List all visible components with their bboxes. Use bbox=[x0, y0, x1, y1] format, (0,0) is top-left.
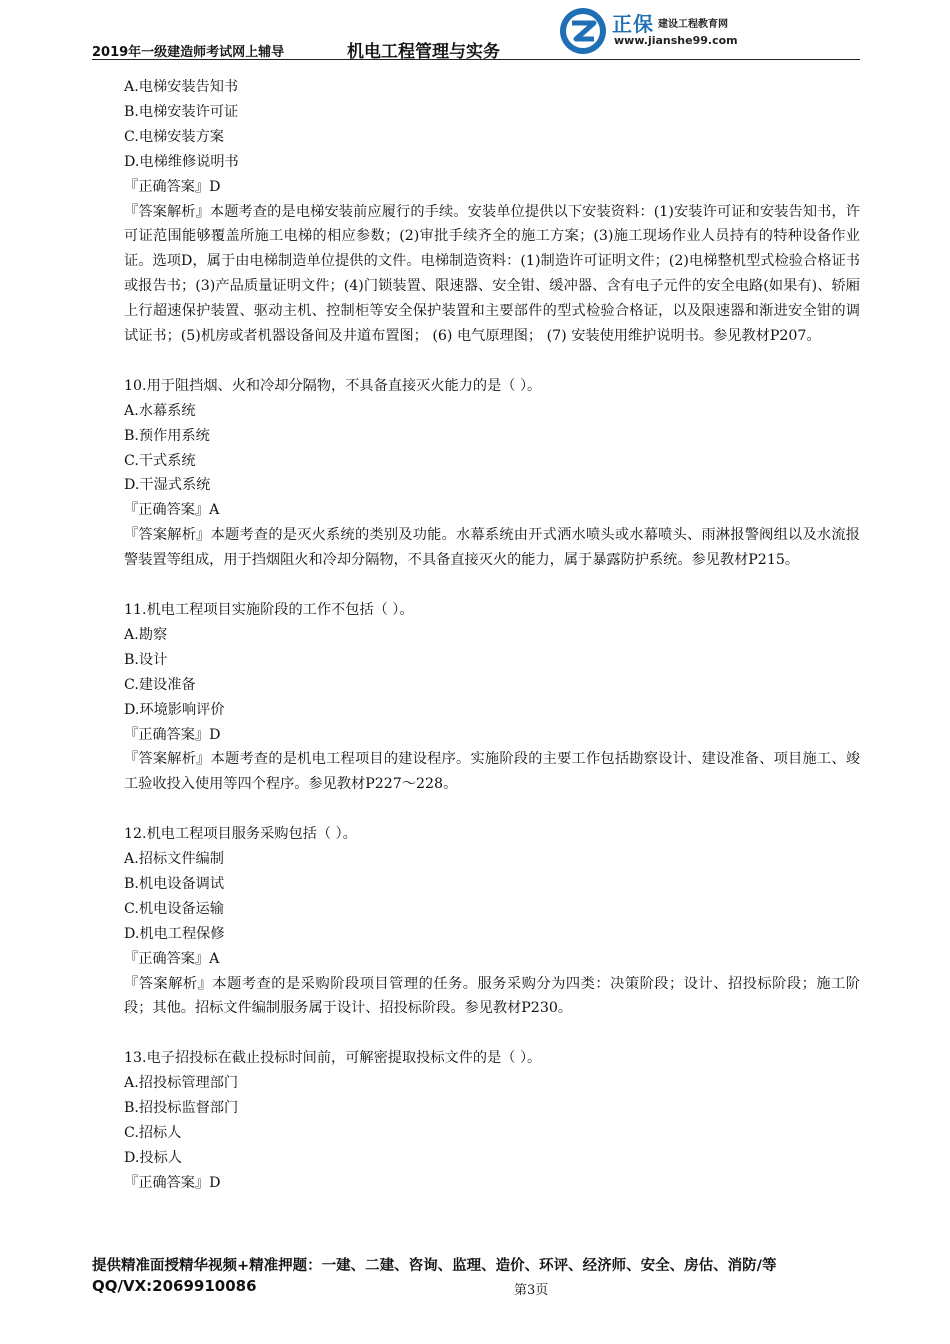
option-line: D.投标人 bbox=[124, 1149, 182, 1166]
answer-explanation: 『答案解析』本题考查的是电梯安装前应履行的手续。安装单位提供以下安装资料：(1)安装许可证和安装告知书，许可证范围能够覆盖所施工电梯的相应参数；(2)审批手续齐全的施工方案；(3)施工现场作业人员持有的特种设备作业证。选项D，属于由电梯制造单位提供的文件。电梯制造资料：(1)制造许可证明文件；(2)电梯整机型式检验合格证书或报告书；(3)产品质量证明文件；(4)门锁装置、限速器、安全钳、缓冲器、含有电子元件的安全电路(如果有)、轿厢上行超速保护装置、驱动主机、控制柜等安全保护装置和主要部件的型式检验合格证，以及限速器和渐进安全钳的调试证书；(5)机房或者机器设备间及井道布置图； (6) 电气原理图； (7) 安装使用维护说明书。参见教材P207。 bbox=[124, 203, 860, 345]
question-stem: 12.机电工程项目服务采购包括（ ）。 bbox=[124, 826, 357, 843]
option-line: A.勘察 bbox=[124, 626, 168, 643]
option-line: A.招标文件编制 bbox=[124, 851, 224, 868]
logo-icon bbox=[558, 6, 608, 56]
option-line: B.设计 bbox=[124, 651, 168, 668]
option-line: B.机电设备调试 bbox=[124, 875, 225, 892]
page-header bbox=[92, 10, 860, 62]
question-stem: 11.机电工程项目实施阶段的工作不包括（ ）。 bbox=[124, 602, 414, 618]
answer-explanation: 『答案解析』本题考查的是灭火系统的类别及功能。水幕系统由开式洒水喷头或水幕喷头、雨淋报警阀组以及水流报警装置等组成，用于挡烟阻火和冷却分隔物，不具备直接灭火的能力，属于暴露防护系统。参见教材P215。 bbox=[124, 527, 860, 569]
logo-brand-text: 正保 bbox=[612, 12, 654, 36]
logo-sub-text: 建设工程教育网 bbox=[658, 19, 728, 30]
correct-answer: 『正确答案』A bbox=[124, 502, 220, 519]
logo-url-text: www.jianshe99.com bbox=[614, 34, 738, 47]
correct-answer: 『正确答案』D bbox=[124, 178, 221, 195]
paragraph-gap bbox=[124, 1021, 860, 1046]
header-divider bbox=[92, 59, 860, 60]
option-line: C.电梯安装方案 bbox=[124, 128, 224, 145]
option-line: B.招投标监督部门 bbox=[124, 1100, 239, 1117]
brand-logo bbox=[558, 6, 768, 58]
option-line: C.建设准备 bbox=[124, 676, 196, 693]
footer-contact: QQ/VX:2069910086 bbox=[92, 1277, 257, 1295]
correct-answer: 『正确答案』D bbox=[124, 1174, 221, 1191]
correct-answer: 『正确答案』A bbox=[124, 950, 220, 967]
option-line: C.机电设备运输 bbox=[124, 900, 224, 917]
option-line: A.招投标管理部门 bbox=[124, 1075, 239, 1092]
question-stem: 13.电子招投标在截止投标时间前，可解密提取投标文件的是（ ）。 bbox=[124, 1050, 542, 1067]
option-line: A.电梯安装告知书 bbox=[124, 79, 239, 95]
option-line: B.预作用系统 bbox=[124, 427, 210, 444]
option-line: D.电梯维修说明书 bbox=[124, 153, 239, 170]
option-line: C.干式系统 bbox=[124, 452, 196, 469]
header-subject-title: 机电工程管理与实务 bbox=[347, 42, 500, 62]
option-line: D.环境影响评价 bbox=[124, 701, 225, 718]
page-number: 第3页 bbox=[514, 1283, 549, 1298]
answer-explanation: 『答案解析』本题考查的是采购阶段项目管理的任务。服务采购分为四类：决策阶段；设计、招投标阶段；施工阶段；其他。招标文件编制服务属于设计、招投标阶段。参见教材P230。 bbox=[124, 975, 860, 1017]
option-line: D.干湿式系统 bbox=[124, 477, 211, 494]
question-stem: 10.用于阻挡烟、火和冷却分隔物，不具备直接灭火能力的是（ ）。 bbox=[124, 377, 542, 394]
option-line: C.招标人 bbox=[124, 1125, 182, 1141]
question-content bbox=[124, 75, 860, 1196]
paragraph-gap bbox=[124, 573, 860, 598]
option-line: D.机电工程保修 bbox=[124, 925, 225, 942]
option-line: A.水幕系统 bbox=[124, 402, 196, 419]
answer-explanation: 『答案解析』本题考查的是机电工程项目的建设程序。实施阶段的主要工作包括勘察设计、建设准备、项目施工、竣工验收投入使用等四个程序。参见教材P227～228。 bbox=[124, 751, 860, 793]
correct-answer: 『正确答案』D bbox=[124, 726, 221, 743]
header-course-title: 2019年一级建造师考试网上辅导 bbox=[92, 45, 285, 60]
footer-promo: 提供精准面授精华视频+精准押题：一建、二建、咨询、监理、造价、环评、经济师、安全、房估、消防/等 bbox=[92, 1258, 777, 1274]
paragraph-gap bbox=[124, 797, 860, 822]
paragraph-gap bbox=[124, 349, 860, 374]
option-line: B.电梯安装许可证 bbox=[124, 103, 239, 120]
